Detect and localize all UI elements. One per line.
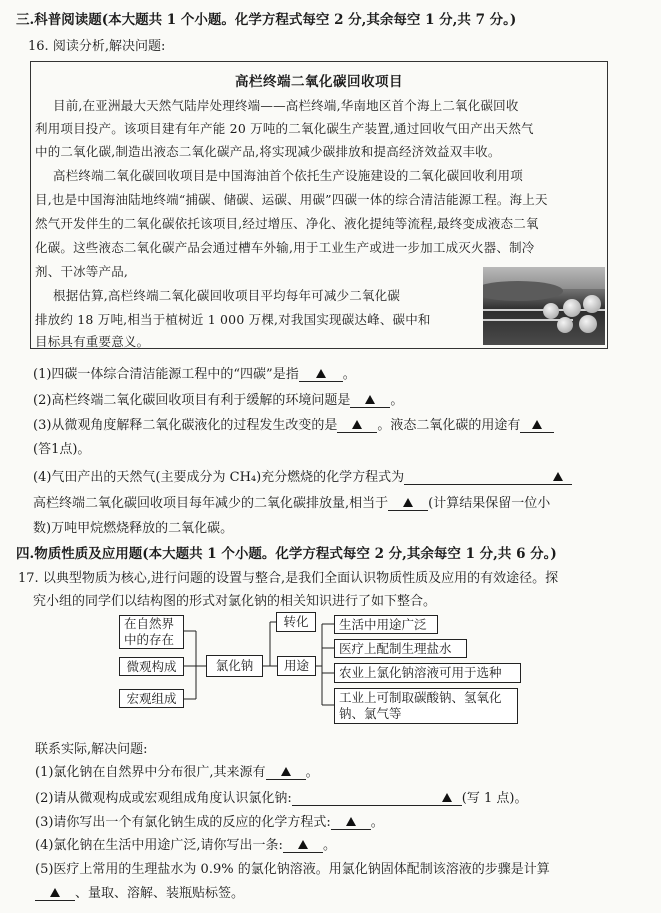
question-17-intro-2: 究小组的同学们以结构图的形式对氯化钠的相关知识进行了如下整合。	[33, 594, 437, 609]
q-text: 高栏终端二氧化碳回收项目每年减少的二氧化碳排放量,相当于	[33, 496, 389, 511]
q17-2	[35, 787, 527, 806]
q-text: (计算结果保留一位小	[428, 496, 551, 511]
passage-line: 排放约 18 万吨,相当于植树近 1 000 万棵,对我国实现碳达峰、碳中和	[35, 312, 431, 327]
box-sodium-chloride: 氯化钠	[206, 655, 263, 677]
question-number: 17.	[18, 571, 39, 586]
section3-heading: 三.科普阅读题(本大题共 1 个小题。化学方程式每空 2 分,其余每空 1 分,共 7 分。)	[16, 12, 517, 28]
q16-4c: 数)万吨甲烷燃烧释放的二氧化碳。	[33, 521, 234, 536]
q17-1	[35, 761, 319, 780]
passage-line: 利用项目投产。该项目建有年产能 20 万吨的二氧化碳生产装置,通过回收气田产出天然气	[35, 121, 534, 136]
passage-line: 然气开发伴生的二氧化碳依托该项目,经过增压、净化、液化提纯等流程,最终变成液态二氧	[35, 216, 539, 231]
section4-heading: 四.物质性质及应用题(本大题共 1 个小题。化学方程式每空 2 分,其余每空 1 分,共 6 分。)	[16, 546, 557, 562]
practical-prompt: 联系实际,解决问题:	[35, 742, 148, 757]
q-text: (2)高栏终端二氧化碳回收项目有利于缓解的环境问题是	[33, 393, 351, 408]
q-text: 。	[370, 815, 384, 830]
passage-line: 中的二氧化碳,制造出液态二氧化碳产品,将实现减少碳排放和提高经济效益双丰收。	[35, 144, 501, 159]
box-use-agriculture: 农业上氯化钠溶液可用于选种	[334, 663, 521, 683]
question-number: 16.	[28, 39, 49, 54]
box-macro-composition: 宏观组成	[119, 689, 184, 708]
box-micro-composition: 微观构成	[119, 657, 184, 676]
answer-blank[interactable]	[35, 887, 75, 901]
q-text: (写 1 点)。	[461, 791, 528, 806]
passage-line: 目前,在亚洲最大天然气陆岸处理终端——高栏终端,华南地区首个海上二氧化碳回收	[53, 98, 519, 113]
q16-3-note: (答1点)。	[33, 442, 91, 457]
q17-3	[35, 811, 384, 830]
passage-line: 化碳。这些液态二氧化碳产品会通过槽车外输,用于工业生产或进一步加工成灭火器、制冷	[35, 240, 535, 255]
q-text: 。液态二氧化碳的用途有	[377, 418, 521, 433]
blank-marker-icon	[50, 888, 60, 897]
passage-line: 目,也是中国海油陆地终端“捕碳、储碳、运碳、用碳”四碳一体的综合清洁能源工程。海上天	[35, 192, 548, 207]
answer-blank[interactable]	[292, 792, 462, 806]
passage-line: 剂、干冰等产品,	[35, 264, 129, 279]
passage-title: 高栏终端二氧化碳回收项目	[235, 74, 403, 90]
q-text: (3)请你写出一个有氯化钠生成的反应的化学方程式:	[35, 815, 331, 830]
q-text: 。	[390, 393, 404, 408]
box-use-medical: 医疗上配制生理盐水	[334, 639, 467, 658]
q-text: (4)氯化钠在生活中用途广泛,请你写出一条:	[35, 838, 283, 853]
box-uses: 用途	[277, 656, 316, 676]
blank-marker-icon	[298, 840, 308, 849]
q-text: (1)氯化钠在自然界中分布很广,其来源有	[35, 765, 266, 780]
blank-marker-icon	[281, 767, 291, 776]
answer-blank[interactable]	[283, 839, 323, 853]
box-natural-existence: 在自然界中的存在	[119, 615, 184, 649]
question-intro: 以典型物质为核心,进行问题的设置与整合,是我们全面认识物质性质及应用的有效途径。探	[42, 571, 559, 586]
q17-5b	[35, 882, 244, 901]
q-text: (2)请从微观构成或宏观组成角度认识氯化钠:	[35, 791, 292, 806]
box-transformation: 转化	[276, 612, 316, 632]
q-text: (4)气田产出的天然气(主要成分为 CH₄)充分燃烧的化学方程式为	[33, 470, 405, 485]
q-text: 。	[322, 838, 336, 853]
question-intro: 阅读分析,解决问题:	[52, 39, 166, 54]
passage-line: 目标具有重要意义。	[35, 334, 150, 349]
q-text: 。	[305, 765, 319, 780]
q-text: (3)从微观角度解释二氧化碳液化的过程发生改变的是	[33, 418, 338, 433]
answer-blank[interactable]	[331, 816, 371, 830]
box-use-industry: 工业上可制取碳酸钠、氢氧化钠、氯气等	[334, 688, 518, 724]
q-text: 。	[342, 367, 356, 382]
q-text: (1)四碳一体综合清洁能源工程中的“四碳”是指	[33, 367, 299, 382]
box-use-daily-life: 生活中用途广泛	[334, 615, 438, 634]
passage-line: 高栏终端二氧化碳回收项目是中国海油首个依托生产设施建设的二氧化碳回收利用项	[53, 168, 523, 183]
q-text: 、量取、溶解、装瓶贴标签。	[75, 886, 245, 901]
blank-marker-icon	[346, 817, 356, 826]
q17-4	[35, 834, 336, 853]
answer-blank[interactable]	[266, 766, 306, 780]
passage-line: 根据估算,高栏终端二氧化碳回收项目平均每年可减少二氧化碳	[53, 288, 401, 303]
q17-5: (5)医疗上常用的生理盐水为 0.9% 的氯化钠溶液。用氯化钠固体配制该溶液的步骤是计算	[35, 862, 550, 877]
blank-marker-icon	[442, 793, 452, 802]
